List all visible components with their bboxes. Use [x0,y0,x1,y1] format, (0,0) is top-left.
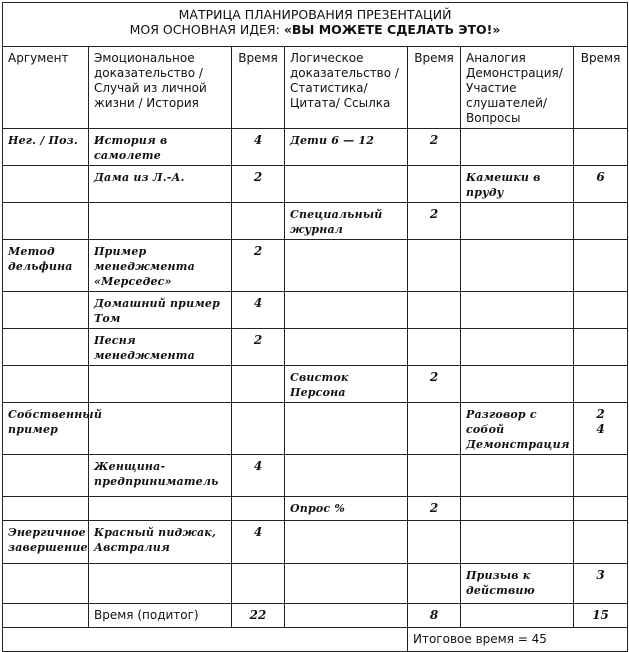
matrix-row [3,521,628,564]
subtotal-time-3: 15 [574,604,628,628]
matrix-row [3,292,628,329]
time-1-cell [232,203,285,240]
logical-evidence-cell [285,166,408,203]
matrix-row [3,166,628,203]
analogy-cell: Призыв к действию [461,564,574,604]
time-2-cell [408,292,461,329]
time-3-cell [574,329,628,366]
title-row [3,3,628,47]
time-1-cell: 4 [232,292,285,329]
time-1-cell [232,403,285,455]
logical-evidence-cell [285,521,408,564]
time-3-cell [574,240,628,292]
logical-evidence-cell: Специальный журнал [285,203,408,240]
matrix-row [3,564,628,604]
header-time-2: Время [408,47,461,129]
argument-cell: Нег. / Поз. [3,129,89,166]
header-row [3,47,628,129]
logical-evidence-cell [285,455,408,497]
analogy-cell [461,521,574,564]
title-line-1: МАТРИЦА ПЛАНИРОВАНИЯ ПРЕЗЕНТАЦИЙ [178,7,452,22]
time-3-cell: 6 [574,166,628,203]
main-idea-label: МОЯ ОСНОВНАЯ ИДЕЯ: [129,22,284,37]
emotional-evidence-cell: Дама из Л.-А. [89,166,232,203]
logical-evidence-cell: Свисток Персона [285,366,408,403]
matrix-row [3,455,628,497]
time-2-cell: 2 [408,129,461,166]
emotional-evidence-cell: Пример менеджмента «Мерседес» [89,240,232,292]
time-1-cell: 4 [232,129,285,166]
emotional-evidence-cell [89,497,232,521]
time-3-cell: 3 [574,564,628,604]
matrix-row [3,240,628,292]
emotional-evidence-cell: Красный пиджак, Австралия [89,521,232,564]
analogy-cell [461,455,574,497]
emotional-evidence-cell [89,403,232,455]
subtotal-label: Время (подитог) [89,604,232,628]
argument-cell [3,329,89,366]
header-time-3: Время [574,47,628,129]
matrix-row [3,329,628,366]
logical-evidence-cell [285,329,408,366]
matrix-row [3,129,628,166]
time-1-cell [232,564,285,604]
header-time-1: Время [232,47,285,129]
argument-cell [3,497,89,521]
emotional-evidence-cell: Песня менеджмента [89,329,232,366]
time-2-cell: 2 [408,497,461,521]
time-1-cell: 2 [232,329,285,366]
logical-evidence-cell [285,240,408,292]
argument-cell [3,166,89,203]
time-3-cell [574,292,628,329]
argument-cell [3,292,89,329]
analogy-cell [461,329,574,366]
time-2-cell [408,166,461,203]
analogy-cell [461,240,574,292]
time-2-cell: 2 [408,203,461,240]
time-1-cell: 4 [232,455,285,497]
emotional-evidence-cell [89,203,232,240]
header-emotional: Эмоциональное доказательство / Случай из личной жизни / История [89,47,232,129]
argument-cell [3,455,89,497]
emotional-evidence-cell: История в самолете [89,129,232,166]
header-logical: Логическое доказательство / Статистика/ Цитата/ Ссылка [285,47,408,129]
subtotal-blank [3,604,89,628]
subtotal-time-1: 22 [232,604,285,628]
subtotal-row [3,604,628,628]
subtotal-blank-analogy [461,604,574,628]
final-total: Итоговое время = 45 [408,628,628,652]
matrix-row [3,497,628,521]
header-analogy: Аналогия Демонстрация/ Участие слушателей/ Вопросы [461,47,574,129]
time-2-cell [408,564,461,604]
time-2-cell [408,403,461,455]
argument-cell: Метод дельфина [3,240,89,292]
final-total-row [3,628,628,652]
time-2-cell [408,240,461,292]
emotional-evidence-cell [89,366,232,403]
argument-cell [3,564,89,604]
time-1-cell: 2 [232,166,285,203]
time-2-cell [408,521,461,564]
subtotal-time-2: 8 [408,604,461,628]
analogy-cell [461,129,574,166]
matrix-row [3,366,628,403]
argument-cell [3,366,89,403]
time-3-cell [574,497,628,521]
time-1-cell: 2 [232,240,285,292]
analogy-cell: Камешки в пруду [461,166,574,203]
time-3-cell [574,129,628,166]
main-idea-text: «ВЫ МОЖЕТЕ СДЕЛАТЬ ЭТО!» [283,22,501,37]
time-3-cell [574,521,628,564]
time-1-cell: 4 [232,521,285,564]
time-3-cell [574,366,628,403]
logical-evidence-cell: Дети 6 — 12 [285,129,408,166]
planning-matrix-table [2,2,628,652]
time-3-cell: 2 4 [574,403,628,455]
final-blank [3,628,408,652]
argument-cell: Энергичное завершение [3,521,89,564]
emotional-evidence-cell: Домашний пример Том [89,292,232,329]
emotional-evidence-cell [89,564,232,604]
logical-evidence-cell [285,403,408,455]
emotional-evidence-cell: Женщина-предприниматель [89,455,232,497]
analogy-cell [461,366,574,403]
time-2-cell [408,455,461,497]
argument-cell: Собственный пример [3,403,89,455]
time-2-cell [408,329,461,366]
time-3-cell [574,455,628,497]
matrix-title [3,3,628,47]
matrix-row [3,203,628,240]
time-2-cell: 2 [408,366,461,403]
analogy-cell [461,497,574,521]
analogy-cell [461,292,574,329]
time-3-cell [574,203,628,240]
time-1-cell [232,366,285,403]
title-line-2 [8,22,622,37]
analogy-cell: Разговор с собой Демонстрация [461,403,574,455]
logical-evidence-cell: Опрос % [285,497,408,521]
matrix-row [3,403,628,455]
analogy-cell [461,203,574,240]
argument-cell [3,203,89,240]
header-argument: Аргумент [3,47,89,129]
subtotal-blank-logical [285,604,408,628]
logical-evidence-cell [285,292,408,329]
time-1-cell [232,497,285,521]
logical-evidence-cell [285,564,408,604]
